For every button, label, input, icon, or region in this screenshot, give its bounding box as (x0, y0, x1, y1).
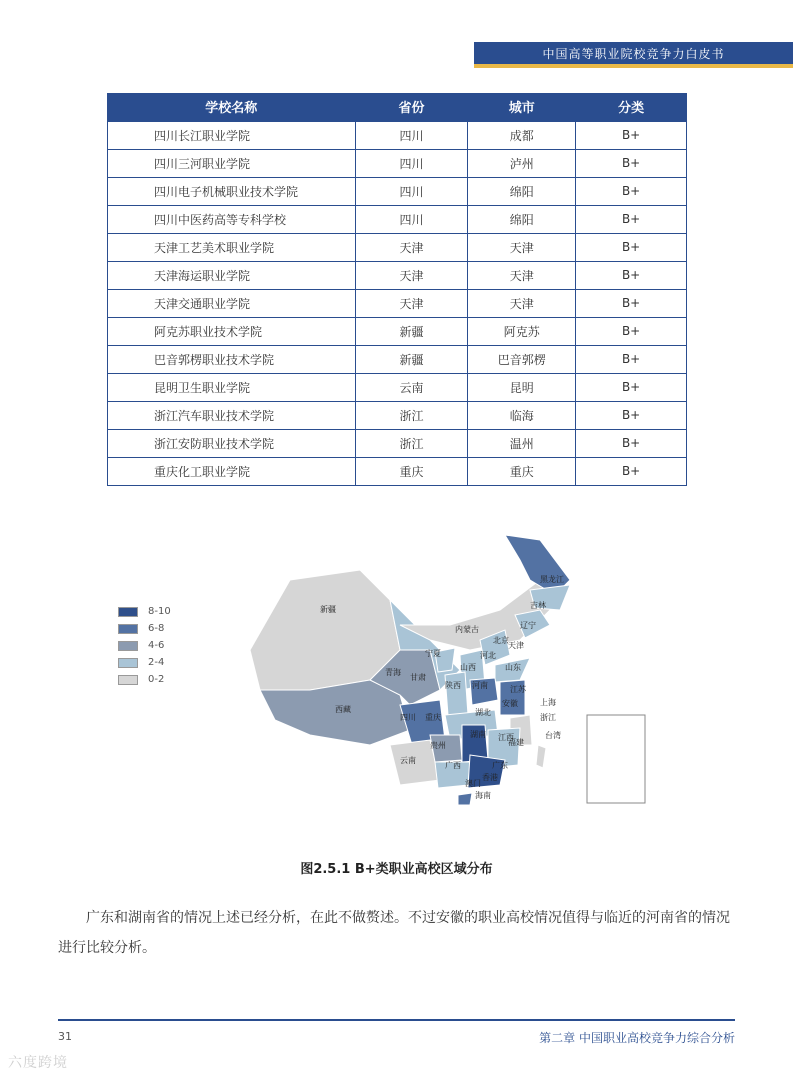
province-cell: 四川 (355, 177, 468, 205)
map-label: 湖北 (475, 708, 491, 717)
header-accent-bar (474, 64, 793, 68)
category-cell: B+ (576, 289, 687, 317)
legend-item (118, 671, 171, 688)
province-cell: 浙江 (355, 429, 468, 457)
map-label: 四川 (400, 713, 416, 722)
map-label: 天津 (508, 641, 524, 650)
figure-caption: 图2.5.1 B+类职业高校区域分布 (300, 862, 493, 877)
city-cell: 温州 (468, 429, 576, 457)
legend-item (118, 603, 171, 620)
watermark: 六度跨境 (8, 1055, 68, 1071)
map-label: 云南 (400, 756, 416, 765)
category-cell: B+ (576, 205, 687, 233)
map-label: 澳门 (465, 779, 481, 788)
province-cell: 天津 (355, 289, 468, 317)
category-cell: B+ (576, 149, 687, 177)
school-name-cell: 天津交通职业学院 (108, 289, 356, 317)
map-label: 吉林 (530, 601, 546, 610)
map-label: 西藏 (335, 705, 351, 714)
city-cell: 天津 (468, 233, 576, 261)
table-header-row (108, 93, 687, 121)
header-title: 中国高等职业院校竞争力白皮书 (474, 42, 793, 64)
map-label: 内蒙古 (455, 625, 479, 634)
legend-swatch (118, 641, 138, 651)
school-name-cell: 浙江安防职业技术学院 (108, 429, 356, 457)
school-name-cell: 浙江汽车职业技术学院 (108, 401, 356, 429)
map-legend (118, 603, 171, 688)
city-cell: 绵阳 (468, 177, 576, 205)
legend-label: 0-2 (148, 674, 165, 685)
province-cell: 重庆 (355, 457, 468, 485)
legend-label: 2-4 (148, 657, 165, 668)
map-label: 海南 (475, 791, 491, 800)
school-name-cell: 四川三河职业学院 (108, 149, 356, 177)
table-row (108, 233, 687, 261)
table-row (108, 121, 687, 149)
table-row (108, 261, 687, 289)
legend-item (118, 637, 171, 654)
map-region-hainan (458, 793, 472, 805)
province-cell: 天津 (355, 261, 468, 289)
school-name-cell: 巴音郭楞职业技术学院 (108, 345, 356, 373)
schools-table (107, 93, 687, 486)
map-label: 福建 (508, 738, 524, 747)
map-label: 北京 (493, 636, 509, 645)
map-label: 重庆 (425, 713, 441, 722)
province-cell: 云南 (355, 373, 468, 401)
map-label: 宁夏 (425, 649, 441, 658)
table-row (108, 177, 687, 205)
city-cell: 重庆 (468, 457, 576, 485)
footer-rule (58, 1019, 735, 1021)
table-row (108, 205, 687, 233)
legend-swatch (118, 624, 138, 634)
school-name-cell: 重庆化工职业学院 (108, 457, 356, 485)
map-label: 安徽 (502, 699, 518, 708)
map-label: 江苏 (510, 685, 526, 694)
map-label: 香港 (482, 773, 498, 782)
category-cell: B+ (576, 233, 687, 261)
province-cell: 新疆 (355, 317, 468, 345)
city-cell: 巴音郭楞 (468, 345, 576, 373)
category-cell: B+ (576, 345, 687, 373)
map-label: 上海 (540, 698, 556, 707)
school-name-cell: 四川中医药高等专科学校 (108, 205, 356, 233)
map-label: 广东 (492, 761, 508, 770)
map-label: 贵州 (430, 741, 446, 750)
legend-item (118, 620, 171, 637)
map-label: 河南 (472, 681, 488, 690)
map-label: 山西 (460, 663, 476, 672)
category-cell: B+ (576, 373, 687, 401)
table-row (108, 289, 687, 317)
legend-swatch (118, 607, 138, 617)
table-row (108, 373, 687, 401)
col-header-name: 学校名称 (108, 93, 356, 121)
map-label: 甘肃 (410, 673, 426, 682)
map-label: 辽宁 (520, 621, 536, 630)
category-cell: B+ (576, 317, 687, 345)
school-name-cell: 天津工艺美术职业学院 (108, 233, 356, 261)
category-cell: B+ (576, 121, 687, 149)
chapter-title: 第二章 中国职业高校竞争力综合分析 (539, 1031, 735, 1045)
table-row (108, 317, 687, 345)
category-cell: B+ (576, 177, 687, 205)
table-row (108, 149, 687, 177)
legend-label: 4-6 (148, 640, 165, 651)
province-cell: 四川 (355, 205, 468, 233)
school-name-cell: 昆明卫生职业学院 (108, 373, 356, 401)
table-row (108, 429, 687, 457)
map-region-taiwan (536, 745, 546, 768)
legend-item (118, 654, 171, 671)
city-cell: 绵阳 (468, 205, 576, 233)
south-china-sea-inset (587, 715, 645, 803)
school-name-cell: 阿克苏职业技术学院 (108, 317, 356, 345)
category-cell: B+ (576, 457, 687, 485)
province-cell: 浙江 (355, 401, 468, 429)
map-label: 江西 (498, 733, 514, 742)
legend-label: 6-8 (148, 623, 165, 634)
map-label: 黑龙江 (540, 575, 564, 584)
school-name-cell: 四川长江职业学院 (108, 121, 356, 149)
map-label: 广西 (445, 761, 461, 770)
category-cell: B+ (576, 429, 687, 457)
province-cell: 新疆 (355, 345, 468, 373)
map-region-shaanxi (445, 672, 468, 715)
col-header-category: 分类 (576, 93, 687, 121)
legend-label: 8-10 (148, 606, 171, 617)
city-cell: 泸州 (468, 149, 576, 177)
city-cell: 昆明 (468, 373, 576, 401)
city-cell: 天津 (468, 261, 576, 289)
map-label: 新疆 (320, 605, 336, 614)
col-header-province: 省份 (355, 93, 468, 121)
school-name-cell: 天津海运职业学院 (108, 261, 356, 289)
map-label: 湖南 (470, 730, 486, 739)
table-row (108, 401, 687, 429)
category-cell: B+ (576, 261, 687, 289)
map-label: 河北 (480, 651, 496, 660)
legend-swatch (118, 675, 138, 685)
map-label: 山东 (505, 663, 521, 672)
city-cell: 临海 (468, 401, 576, 429)
page-number: 31 (58, 1030, 72, 1043)
province-cell: 天津 (355, 233, 468, 261)
map-label: 青海 (385, 668, 401, 677)
school-name-cell: 四川电子机械职业技术学院 (108, 177, 356, 205)
table-row (108, 345, 687, 373)
body-paragraph: 广东和湖南省的情况上述已经分析，在此不做赘述。不过安徽的职业高校情况值得与临近的河南省的情况进行比较分析。 (58, 910, 730, 956)
city-cell: 阿克苏 (468, 317, 576, 345)
legend-swatch (118, 658, 138, 668)
col-header-city: 城市 (468, 93, 576, 121)
category-cell: B+ (576, 401, 687, 429)
city-cell: 成都 (468, 121, 576, 149)
map-label: 陕西 (445, 681, 461, 690)
province-cell: 四川 (355, 149, 468, 177)
table-row (108, 457, 687, 485)
china-map (100, 530, 660, 820)
map-label: 台湾 (545, 731, 561, 740)
province-cell: 四川 (355, 121, 468, 149)
city-cell: 天津 (468, 289, 576, 317)
map-label: 浙江 (540, 713, 556, 722)
